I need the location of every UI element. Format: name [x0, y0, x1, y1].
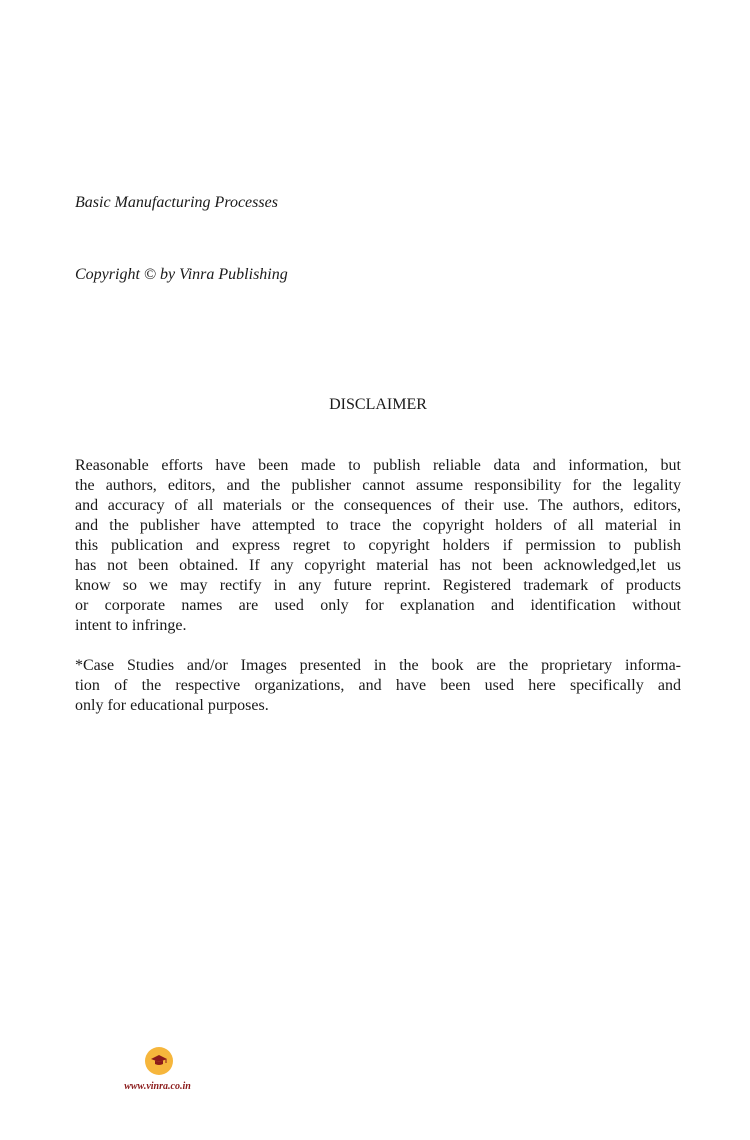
text-line: or corporate names are used only for explanation and identification without: [75, 597, 681, 614]
graduation-cap-icon: [150, 1052, 168, 1070]
text-line: and the publisher have attempted to trace the copyright holders of all material in: [75, 517, 681, 534]
case-studies-paragraph: [75, 656, 681, 716]
copyright-notice: Copyright © by Vinra Publishing: [75, 266, 288, 283]
text-line: intent to infringe.: [75, 617, 187, 634]
text-line: the authors, editors, and the publisher cannot assume responsibility for the legality: [75, 477, 681, 494]
text-line: *Case Studies and/or Images presented in the book are the proprietary informa-: [75, 657, 681, 674]
book-title: Basic Manufacturing Processes: [75, 194, 278, 211]
text-line: tion of the respective organizations, and have been used here specifically and: [75, 677, 681, 694]
text-line: has not been obtained. If any copyright material has not been acknowledged,let us: [75, 557, 681, 574]
text-line: only for educational purposes.: [75, 697, 269, 714]
text-line: this publication and express regret to copyright holders if permission to publish: [75, 537, 681, 554]
publisher-logo: [145, 1047, 173, 1075]
text-line: know so we may rectify in any future reprint. Registered trademark of products: [75, 577, 681, 594]
disclaimer-paragraph: [75, 456, 681, 636]
text-line: Reasonable efforts have been made to publish reliable data and information, but: [75, 457, 681, 474]
text-line: and accuracy of all materials or the consequences of their use. The authors, editors,: [75, 497, 681, 514]
publisher-website[interactable]: www.vinra.co.in: [124, 1081, 191, 1092]
disclaimer-heading: DISCLAIMER: [329, 396, 427, 413]
